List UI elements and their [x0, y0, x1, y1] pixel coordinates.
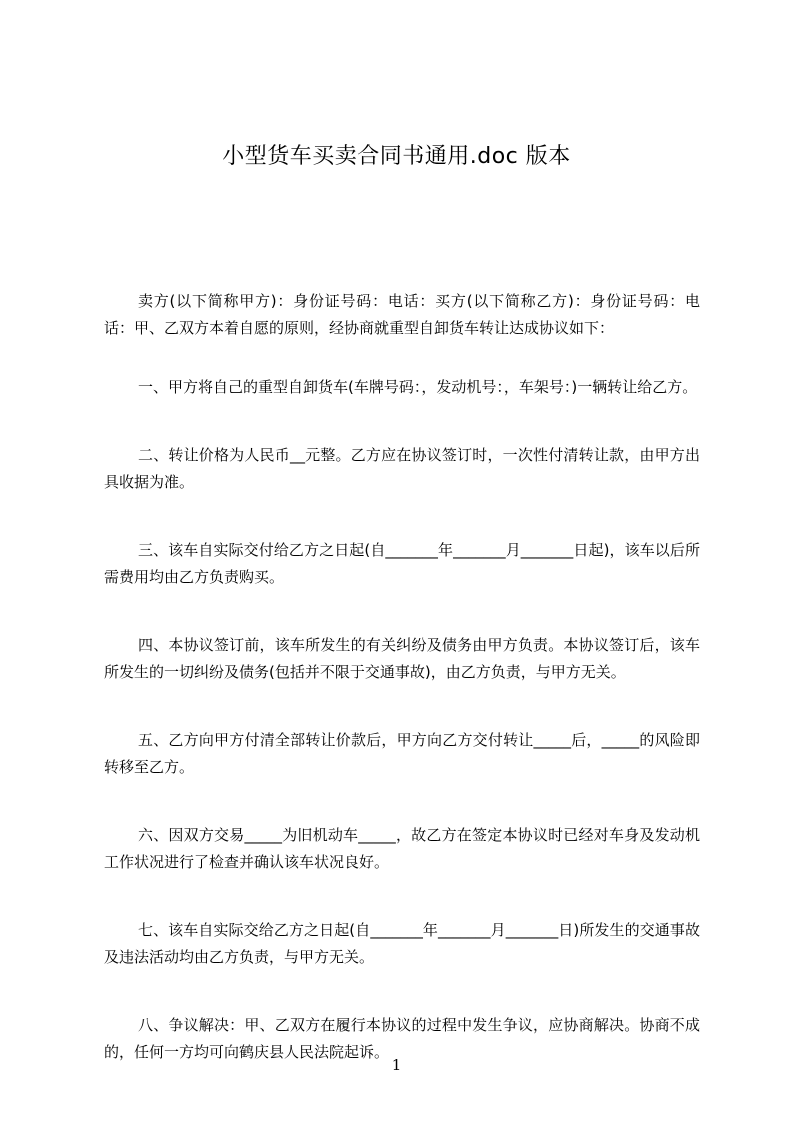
- page-number: 1: [391, 1056, 402, 1074]
- clause-1-paragraph: 一、甲方将自己的重型自卸货车(车牌号码：，发动机号：，车架号：)一辆转让给乙方。: [138, 378, 698, 396]
- document-title: 小型货车买卖合同书通用.doc 版本: [222, 144, 571, 169]
- clause-6-paragraph: 六、因双方交易_____为旧机动车_____，故乙方在签定本协议时已经对车身及发动机工作状况进行了检查并确认该车状况良好。: [104, 826, 700, 871]
- clause-2-paragraph: 二、转让价格为人民币__元整。乙方应在协议签订时，一次性付清转让款，由甲方出具收据为准。: [104, 446, 700, 491]
- document-body: [104, 288, 700, 1107]
- parties-paragraph: 卖方(以下简称甲方)：身份证号码：电话：买方(以下简称乙方)：身份证号码：电话：甲、乙双方本着自愿的原则，经协商就重型自卸货车转让达成协议如下：: [104, 292, 700, 337]
- clause-3-paragraph: 三、该车自实际交付给乙方之日起(自_______年_______月_______日起)，该车以后所需费用均由乙方负责购买。: [104, 541, 700, 586]
- clause-7-paragraph: 七、该车自实际交给乙方之日起(自_______年_______月_______日)所发生的交通事故及违法活动均由乙方负责，与甲方无关。: [104, 921, 700, 966]
- clause-8-paragraph: 八、争议解决：甲、乙双方在履行本协议的过程中发生争议，应协商解决。协商不成的，任何一方均可向鹤庆县人民法院起诉。: [104, 1016, 700, 1061]
- clause-4-paragraph: 四、本协议签订前，该车所发生的有关纠纷及债务由甲方负责。本协议签订后，该车所发生的一切纠纷及债务(包括并不限于交通事故)，由乙方负责，与甲方无关。: [104, 636, 700, 681]
- clause-5-paragraph: 五、乙方向甲方付清全部转让价款后，甲方向乙方交付转让_____后，_____的风险即转移至乙方。: [104, 731, 700, 776]
